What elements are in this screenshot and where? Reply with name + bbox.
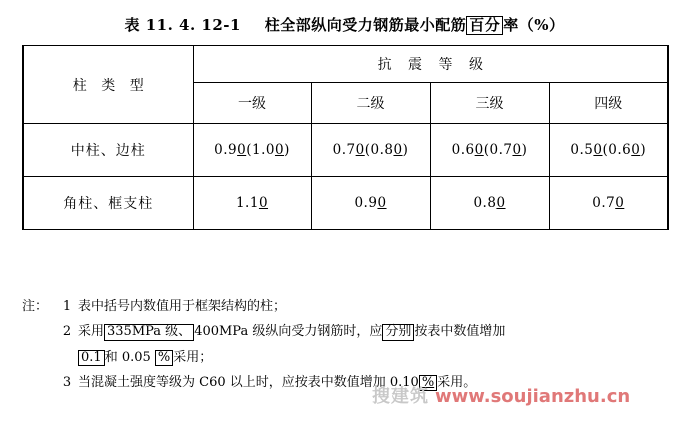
notes-label: 注： (22, 299, 49, 314)
row-label-corner-frame-support-column: 角柱、框支柱 (23, 177, 193, 230)
note-boxed-annotation: 335MPa 级、 (104, 324, 194, 340)
table-row (23, 177, 668, 230)
note-number-3: 3 (62, 374, 72, 390)
note-number-2: 2 (62, 324, 72, 340)
note-boxed-annotation: % (155, 350, 173, 366)
table-row (23, 124, 668, 177)
cell-r0c0: 0.90(1.00) (193, 124, 311, 177)
header-level-4: 四级 (549, 83, 668, 124)
table-header-row-group (23, 46, 668, 83)
note-line (78, 324, 672, 340)
note-item-1 (22, 299, 672, 315)
note-boxed-annotation: 0.1 (78, 350, 105, 366)
note-text: 采用； (173, 349, 213, 365)
title-number: 表 11. 4. 12-1 (124, 16, 241, 34)
note-line (78, 375, 672, 391)
header-level-2: 二级 (311, 83, 430, 124)
note-text: 0.05 (117, 349, 155, 365)
title-text-before: 柱全部纵向受力钢筋最小配筋 (264, 16, 467, 34)
note-line (78, 299, 672, 315)
title-text-after: 率（%） (503, 16, 565, 34)
cell-r0c2: 0.60(0.70) (430, 124, 549, 177)
table-title (0, 14, 689, 35)
note-text: 表中括号内数值用于框架结构的柱； (78, 299, 287, 314)
row-label-middle-edge-column: 中柱、边柱 (23, 124, 193, 177)
cell-r1c0: 1.10 (193, 177, 311, 230)
note-number-1: 1 (62, 299, 72, 314)
title-boxed-annotation: 百分 (466, 16, 503, 35)
header-level-3: 三级 (430, 83, 549, 124)
note-text: 和 (104, 349, 118, 365)
cell-r1c3: 0.70 (549, 177, 668, 230)
note-text: 采用。 (437, 374, 477, 390)
cell-r0c3: 0.50(0.60) (549, 124, 668, 177)
header-group-seismic: 抗 震 等 级 (193, 46, 668, 83)
note-text: 采用 (78, 324, 105, 340)
note-item-2 (22, 324, 672, 366)
note-text: 当混凝土强度等级为 C60 以上时，应按表中数值增加 0.10 (78, 374, 419, 390)
rebar-ratio-table (22, 45, 669, 230)
cell-r1c1: 0.90 (311, 177, 430, 230)
notes-block (22, 299, 672, 400)
watermark-url: www.soujianzhu.cn (435, 386, 631, 407)
note-item-3 (22, 375, 672, 391)
note-boxed-annotation: % (419, 375, 437, 391)
cell-r0c1: 0.70(0.80) (311, 124, 430, 177)
watermark-brand: 搜建筑 (372, 386, 429, 407)
note-line (78, 350, 672, 366)
note-text: 400MPa 级纵向受力钢筋时，应 (194, 324, 383, 340)
header-level-1: 一级 (193, 83, 311, 124)
note-body-2 (78, 324, 672, 366)
note-text: 按表中数值增加 (414, 324, 506, 340)
header-column-type: 柱 类 型 (23, 46, 193, 124)
note-body-3 (78, 375, 672, 391)
cell-r1c2: 0.80 (430, 177, 549, 230)
note-body-1 (78, 299, 672, 315)
note-boxed-annotation: 分别 (382, 324, 414, 340)
